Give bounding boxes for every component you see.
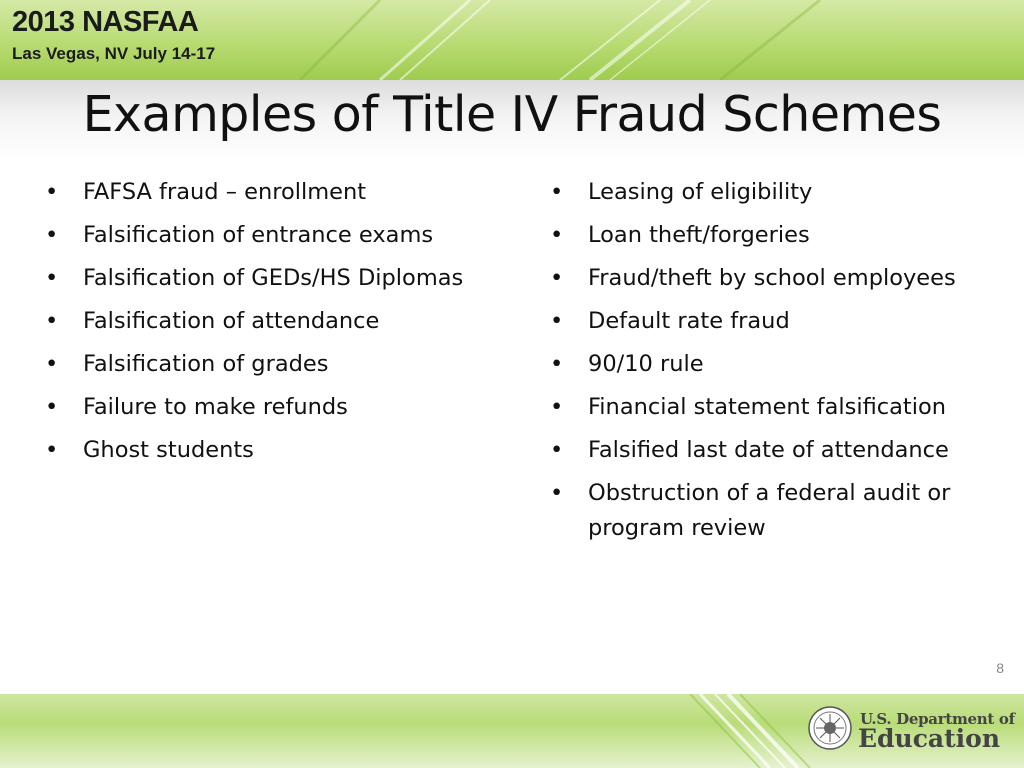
bullet-text: Financial statement falsification [588, 394, 947, 420]
bullet-marker: • [550, 394, 564, 420]
bullet-item [550, 390, 1010, 425]
bullet-marker: • [45, 222, 59, 248]
bullet-text: Falsification of grades [83, 351, 329, 377]
dept-education-logo [808, 706, 1014, 756]
bullet-text: Falsification of entrance exams [83, 222, 434, 248]
bullet-item [45, 304, 525, 339]
bullet-marker: • [550, 308, 564, 334]
bullet-marker: • [45, 308, 59, 334]
bullet-marker: • [45, 351, 59, 377]
bullet-text: Falsified last date of attendance [588, 437, 949, 463]
bullet-marker: • [45, 179, 59, 205]
bullet-item [45, 433, 525, 468]
bullet-marker: • [550, 480, 564, 506]
bullet-item [550, 218, 1010, 253]
bullet-marker: • [45, 437, 59, 463]
bullet-marker: • [550, 437, 564, 463]
logo-line-2: Education [858, 724, 1001, 753]
bullet-item [550, 476, 1010, 546]
right-bullet-list [550, 175, 1010, 554]
conference-location: Las Vegas, NV July 14-17 [12, 44, 216, 63]
bullet-item [45, 347, 525, 382]
bullet-item [550, 261, 1010, 296]
left-bullet-list [45, 175, 525, 476]
bullet-text: Default rate fraud [588, 308, 790, 334]
header-band [0, 0, 1024, 80]
bullet-text: 90/10 rule [588, 351, 704, 377]
bullet-marker: • [550, 265, 564, 291]
bullet-item [550, 433, 1010, 468]
department-seal-icon [808, 706, 852, 750]
bullet-marker: • [550, 351, 564, 377]
logo-line-1: U.S. Department of [860, 710, 1015, 728]
bullet-text: Falsification of attendance [83, 308, 380, 334]
slide-title: Examples of Title IV Fraud Schemes [82, 86, 942, 143]
bullet-item [45, 218, 525, 253]
bullet-item [45, 390, 525, 425]
bullet-text: Fraud/theft by school employees [588, 265, 956, 291]
bullet-text: Loan theft/forgeries [588, 222, 810, 248]
page-number: 8 [996, 660, 1004, 676]
bullet-text: Ghost students [83, 437, 254, 463]
bullet-text: Failure to make refunds [83, 394, 348, 420]
bullet-item [550, 304, 1010, 339]
bullet-marker: • [550, 179, 564, 205]
bullet-item [45, 261, 525, 296]
bullet-marker: • [45, 265, 59, 291]
conference-name: 2013 NASFAA [12, 6, 199, 38]
bullet-text: Falsification of GEDs/HS Diplomas [83, 265, 464, 291]
bullet-text: Obstruction of a federal audit or program review [588, 480, 951, 541]
bullet-marker: • [550, 222, 564, 248]
bullet-marker: • [45, 394, 59, 420]
bullet-item [550, 347, 1010, 382]
bullet-item [45, 175, 525, 210]
bullet-text: Leasing of eligibility [588, 179, 813, 205]
bullet-item [550, 175, 1010, 210]
bullet-text: FAFSA fraud – enrollment [83, 179, 367, 205]
